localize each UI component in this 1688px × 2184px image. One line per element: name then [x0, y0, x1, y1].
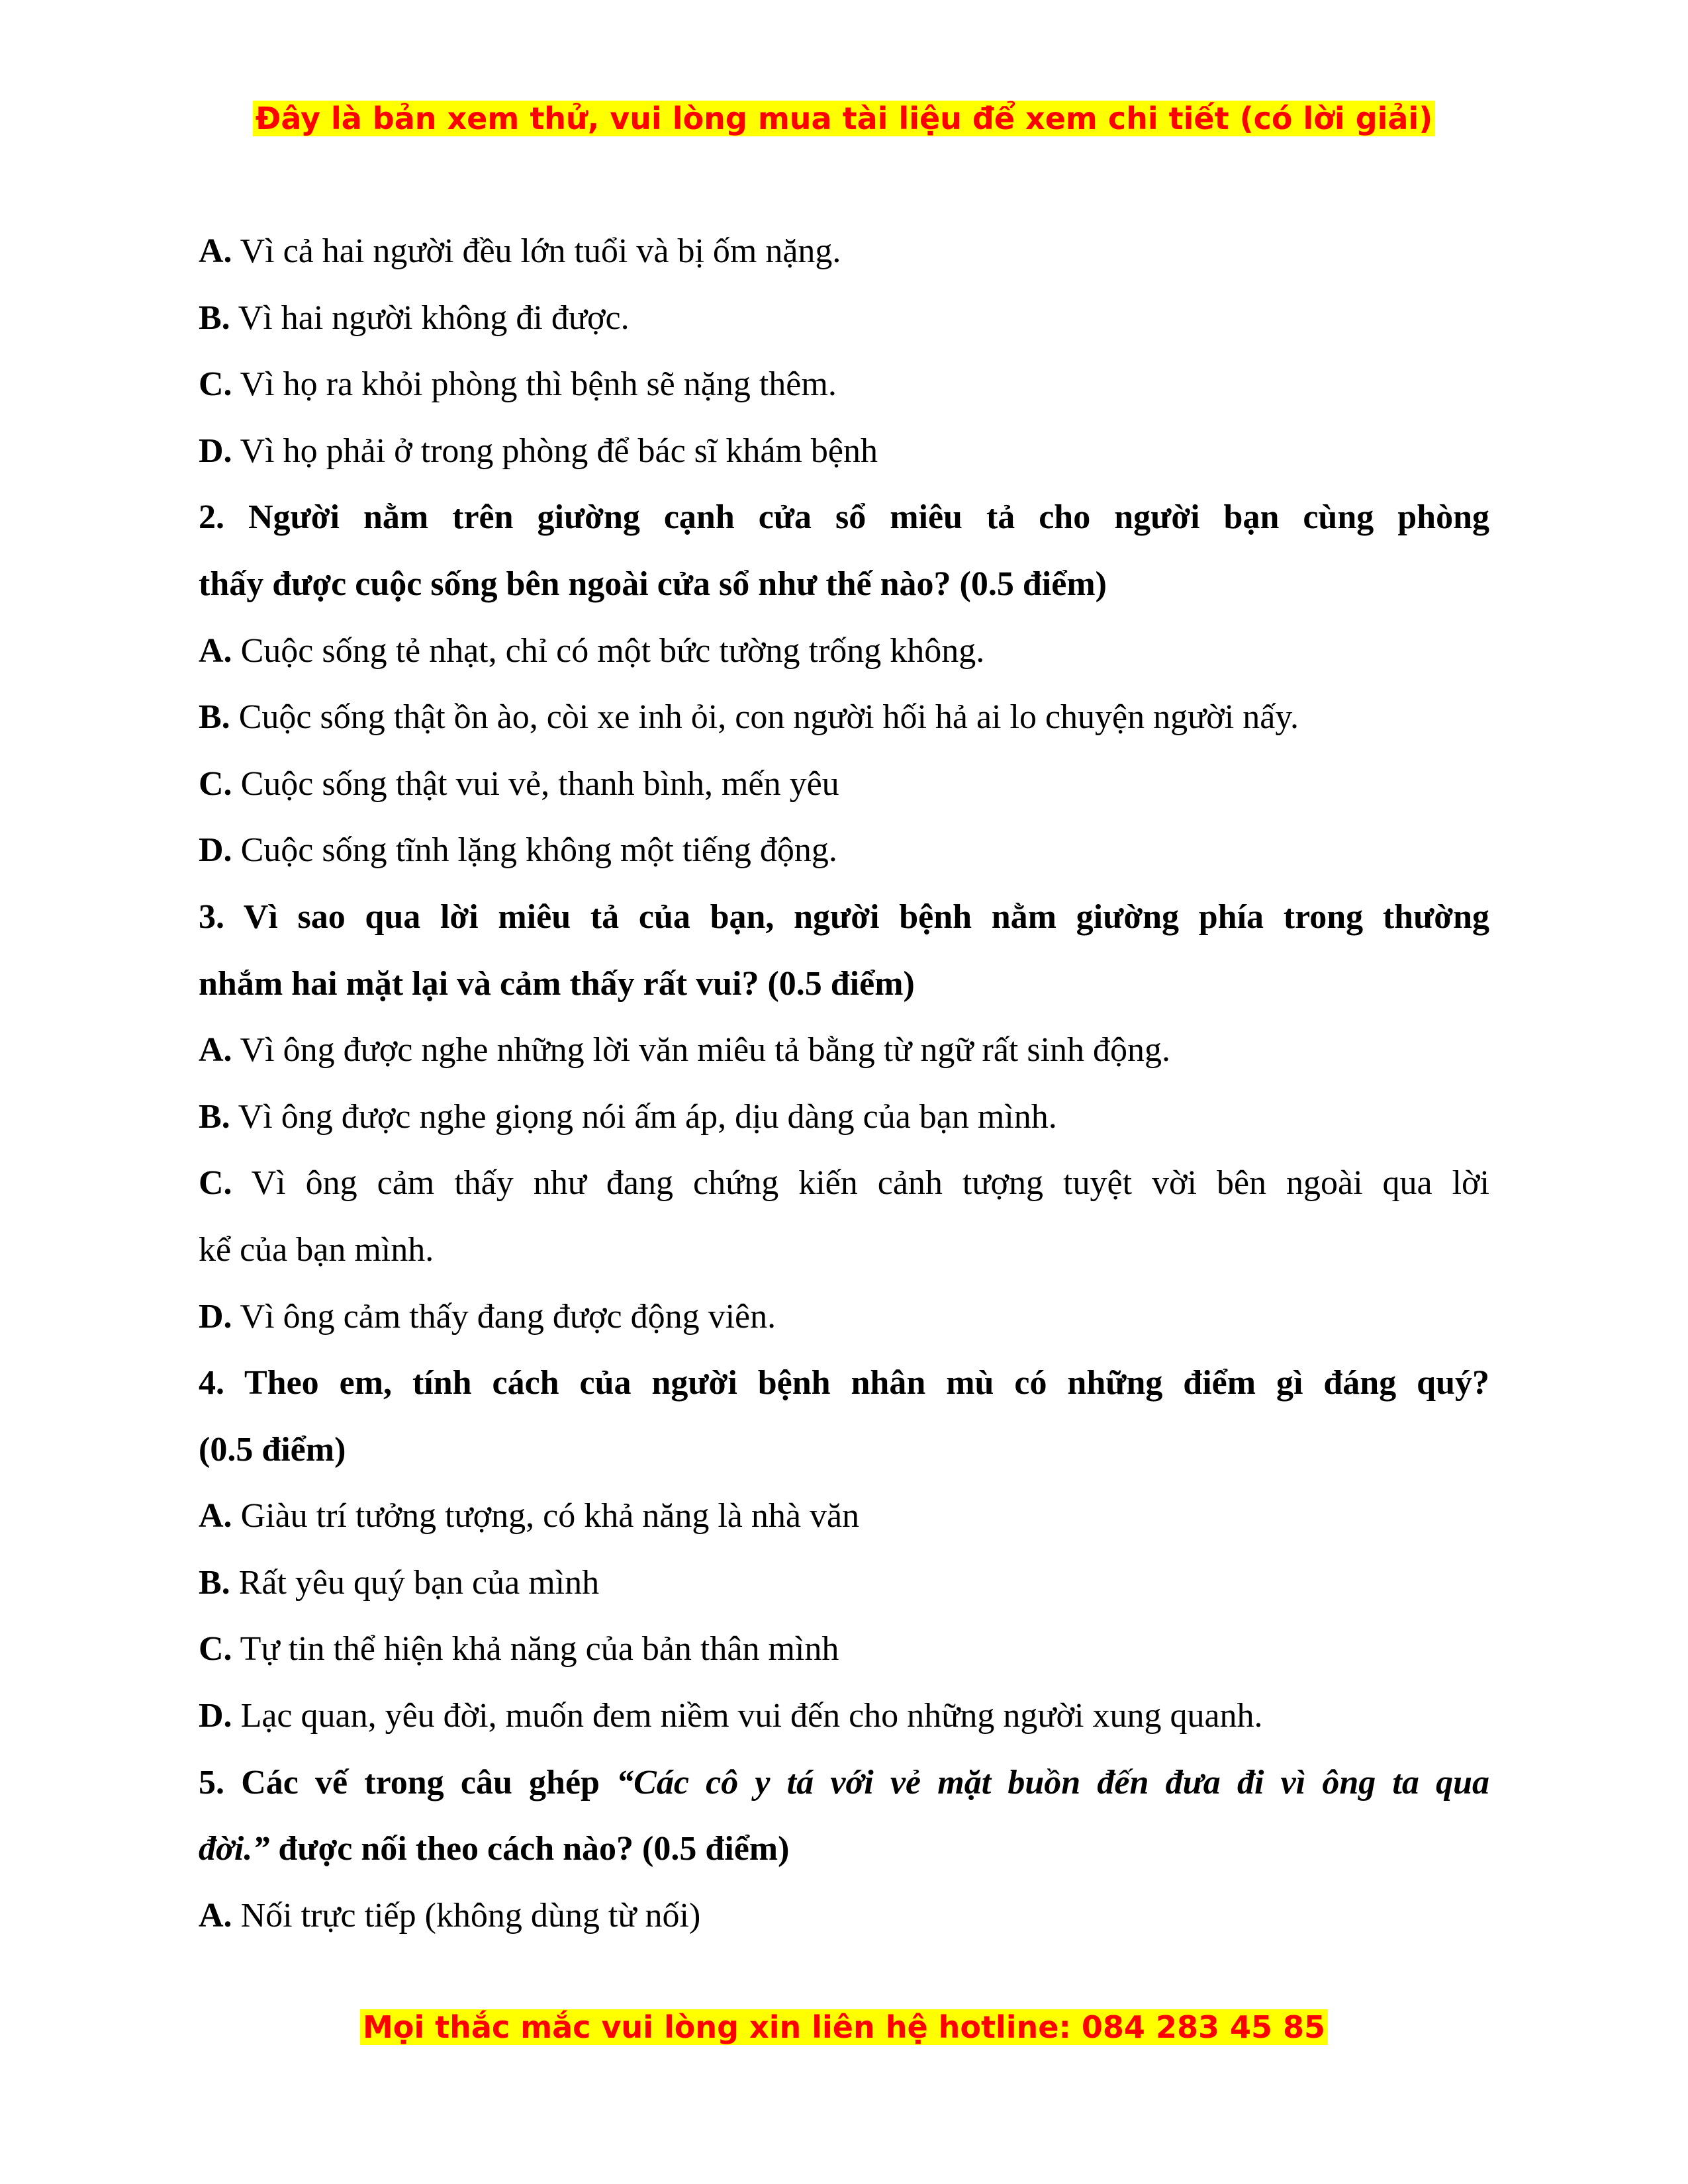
option-text: Lạc quan, yêu đời, muốn đem niềm vui đến cho những người xung quanh.	[240, 1697, 1263, 1735]
option-label: B.	[199, 298, 230, 337]
option-label: C.	[199, 365, 232, 404]
option-text: Vì hai người không đi được.	[238, 298, 630, 337]
option-label: D.	[199, 831, 232, 870]
document-body	[199, 218, 1489, 1949]
option-text: Nối trực tiếp (không dùng từ nối)	[240, 1896, 701, 1934]
q1-option-c	[199, 351, 1489, 418]
q4-option-d	[199, 1683, 1489, 1750]
q4-option-a	[199, 1483, 1489, 1550]
preview-notice-text: Đây là bản xem thử, vui lòng mua tài liệu để xem chi tiết (có lời giải)	[253, 101, 1435, 136]
option-label: D.	[199, 432, 232, 470]
option-text: Giàu trí tưởng tượng, có khả năng là nhà văn	[240, 1497, 860, 1535]
q2-question-line-1: 2. Người nằm trên giường cạnh cửa sổ miêu tả cho người bạn cùng phòng	[199, 498, 1489, 537]
option-text: Vì ông được nghe những lời văn miêu tả bằng từ ngữ rất sinh động.	[240, 1031, 1171, 1069]
contact-notice-text: Mọi thắc mắc vui lòng xin liên hệ hotline: 084 283 45 85	[360, 2009, 1328, 2045]
q4-option-c	[199, 1616, 1489, 1683]
q1-option-b	[199, 285, 1489, 352]
q2-option-a	[199, 618, 1489, 685]
option-label: A.	[199, 1497, 232, 1535]
option-text: Tự tin thể hiện khả năng của bản thân mình	[240, 1630, 839, 1668]
option-text: Cuộc sống tẻ nhạt, chỉ có một bức tường trống không.	[240, 631, 985, 670]
q3-option-a	[199, 1017, 1489, 1084]
option-label: A.	[199, 631, 232, 670]
option-label: B.	[199, 1097, 230, 1136]
option-text: Cuộc sống thật vui vẻ, thanh bình, mến yêu	[240, 764, 839, 803]
option-label: C.	[199, 1630, 232, 1668]
option-label: A.	[199, 232, 232, 270]
q3-question-line-1: 3. Vì sao qua lời miêu tả của bạn, người bệnh nằm giường phía trong thường	[199, 897, 1489, 936]
q5-option-a	[199, 1883, 1489, 1950]
q3-option-b	[199, 1084, 1489, 1151]
q4-question-line-1: 4. Theo em, tính cách của người bệnh nhân mù có những điểm gì đáng quý?	[199, 1364, 1489, 1402]
option-label: D.	[199, 1297, 232, 1336]
option-label: D.	[199, 1697, 232, 1735]
q1-option-a	[199, 218, 1489, 285]
option-label: A.	[199, 1896, 232, 1934]
option-text: Vì ông cảm thấy như đang chứng kiến cảnh tượng tuyệt vời bên ngoài qua lời	[251, 1164, 1490, 1203]
option-label: B.	[199, 1563, 230, 1602]
option-text: Vì họ ra khỏi phòng thì bệnh sẽ nặng thêm.	[240, 365, 837, 404]
option-label: C.	[199, 1164, 232, 1203]
option-text: Cuộc sống thật ồn ào, còi xe inh ỏi, con người hối hả ai lo chuyện người nấy.	[238, 698, 1299, 737]
q5-question-line-2	[199, 1816, 1489, 1883]
q4-option-b	[199, 1550, 1489, 1617]
option-text: Rất yêu quý bạn của mình	[238, 1563, 600, 1602]
option-text: Cuộc sống tĩnh lặng không một tiếng động.	[240, 831, 837, 870]
option-text: Vì cả hai người đều lớn tuổi và bị ốm nặng.	[240, 232, 841, 270]
q2-question-line-2: thấy được cuộc sống bên ngoài cửa sổ như thế nào? (0.5 điểm)	[199, 565, 1107, 603]
option-text: Vì ông cảm thấy đang được động viên.	[240, 1297, 776, 1336]
q4-question-line-2: (0.5 điểm)	[199, 1430, 346, 1469]
option-label: C.	[199, 764, 232, 803]
q2-option-d	[199, 817, 1489, 884]
preview-notice-banner	[0, 98, 1688, 139]
q3-option-c-continuation: kể của bạn mình.	[199, 1230, 434, 1269]
option-label: B.	[199, 698, 230, 737]
option-text: Vì họ phải ở trong phòng để bác sĩ khám bệnh	[240, 432, 878, 470]
option-label: A.	[199, 1031, 232, 1069]
q5-question-line-1	[199, 1750, 1489, 1817]
q2-option-b	[199, 684, 1489, 751]
contact-notice-banner	[0, 2007, 1688, 2048]
q1-option-d	[199, 418, 1489, 485]
q3-question-line-2: nhắm hai mặt lại và cảm thấy rất vui? (0.5 điểm)	[199, 964, 915, 1003]
q2-option-c	[199, 751, 1489, 818]
q5-quoted-sentence-end: đời.”	[199, 1830, 270, 1868]
q3-option-c	[199, 1150, 1489, 1217]
option-text: Vì ông được nghe giọng nói ấm áp, dịu dàng của bạn mình.	[238, 1097, 1057, 1136]
q5-prefix: 5. Các vế trong câu ghép	[199, 1763, 617, 1801]
q3-option-d	[199, 1284, 1489, 1351]
q5-suffix: được nối theo cách nào? (0.5 điểm)	[269, 1830, 790, 1868]
q5-quoted-sentence: “Các cô y tá với vẻ mặt buồn đến đưa đi vì ông ta qua	[616, 1763, 1489, 1801]
